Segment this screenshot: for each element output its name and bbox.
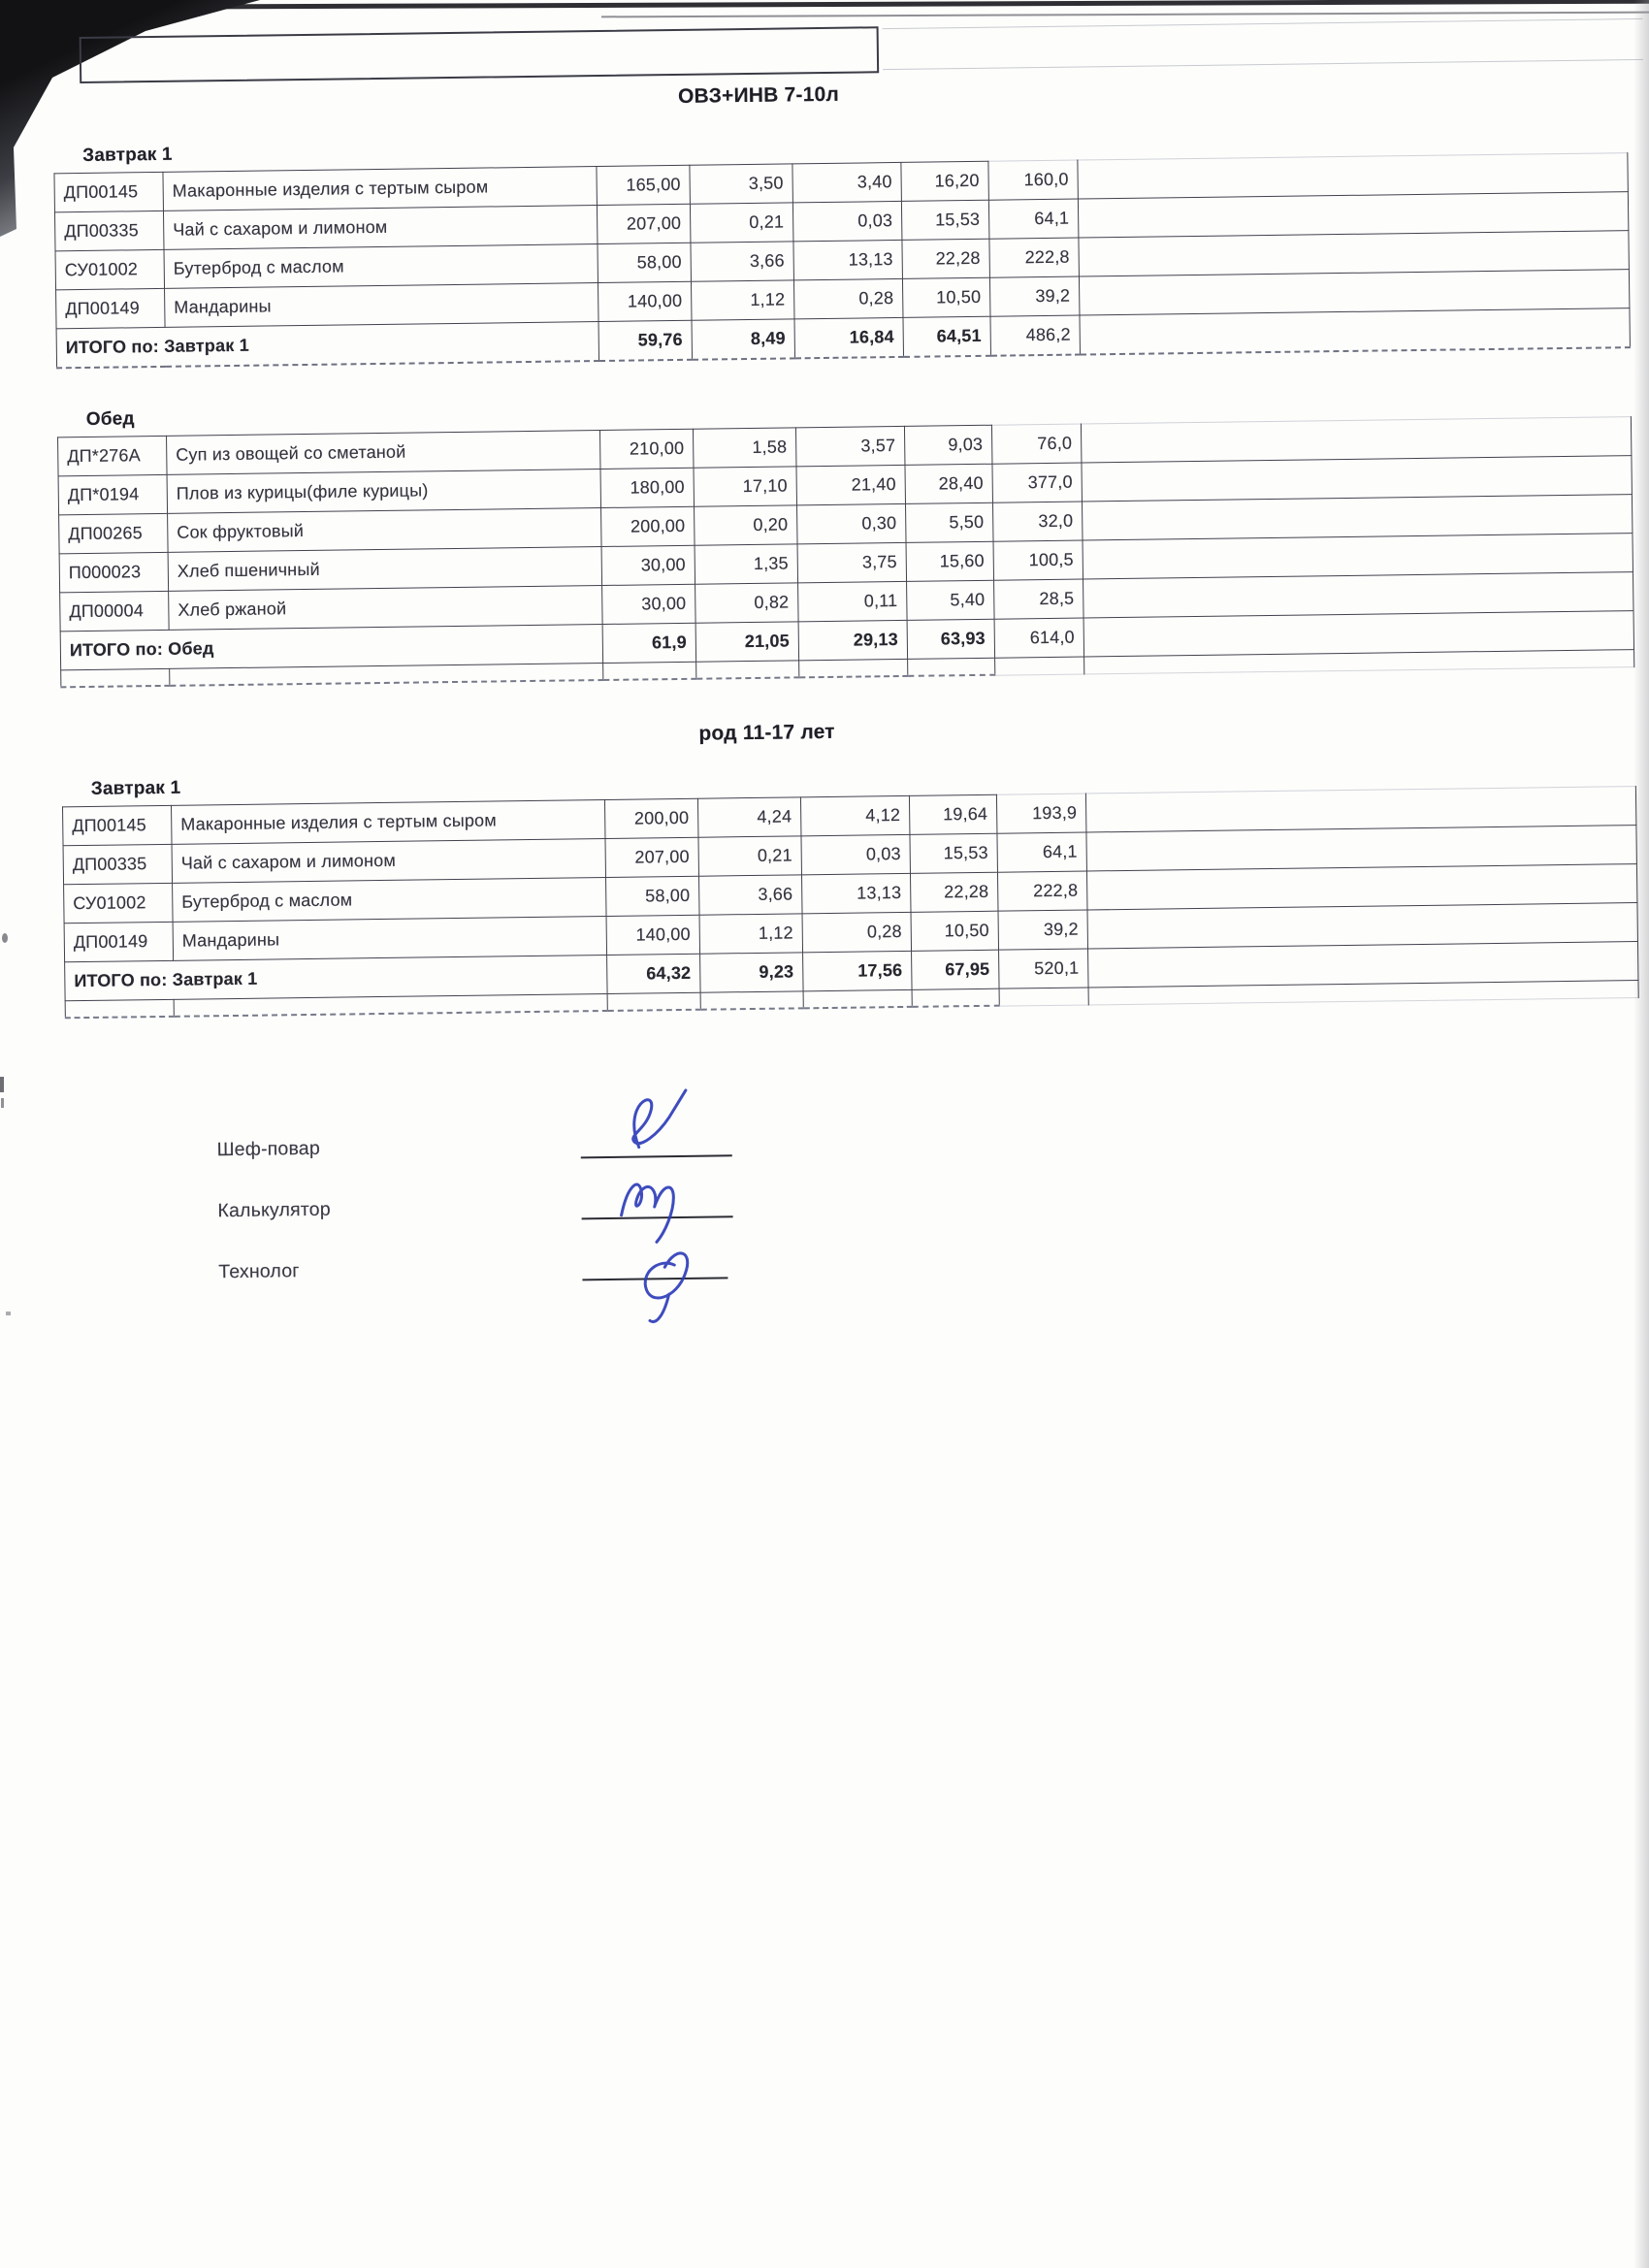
total-protein-cell: 8,49 [692, 319, 795, 360]
empty-cell [700, 991, 803, 1010]
total-kcal-cell: 486,2 [990, 315, 1081, 356]
kcal-cell: 193,9 [996, 794, 1086, 833]
menu-section-breakfast1-older [62, 759, 1638, 1019]
fat-cell: 0,03 [801, 834, 911, 874]
dish-name-cell: Мандарины [173, 916, 606, 960]
total-label-cell: ИТОГО по: Завтрак 1 [65, 955, 607, 1000]
scan-speck [0, 1077, 4, 1092]
portion-grams-cell: 207,00 [605, 837, 699, 877]
signature-role-label: Калькулятор [217, 1198, 331, 1222]
menu-section-breakfast1 [53, 125, 1630, 369]
dish-code-cell: ДП00145 [54, 172, 164, 211]
dish-code-cell: ДП00335 [63, 844, 173, 884]
portion-grams-cell: 58,00 [598, 243, 692, 282]
portion-grams-cell: 210,00 [599, 429, 694, 469]
kcal-cell: 64,1 [997, 832, 1087, 872]
carbs-cell: 19,64 [909, 794, 997, 834]
dish-code-cell: ДП00149 [64, 922, 174, 961]
portion-grams-cell: 200,00 [601, 506, 695, 546]
kcal-cell: 76,0 [991, 424, 1082, 464]
carbs-cell: 22,28 [910, 872, 998, 912]
protein-cell: 0,20 [695, 505, 798, 545]
total-carbs-cell: 64,51 [903, 316, 991, 357]
empty-cell [61, 668, 170, 687]
empty-cell [603, 662, 696, 680]
protein-cell: 1,35 [695, 544, 798, 584]
ghost-line [883, 18, 1643, 29]
total-protein-cell: 9,23 [700, 953, 804, 992]
signature-role-label: Технолог [218, 1260, 300, 1283]
document-title-group2: род 11-17 лет [698, 720, 835, 745]
dish-code-cell: ДП00335 [54, 211, 164, 250]
protein-cell: 0,82 [695, 583, 799, 623]
carbs-cell: 9,03 [904, 425, 992, 465]
signature-row [217, 1155, 839, 1224]
signature-role-label: Шеф-повар [216, 1137, 321, 1161]
total-kcal-cell: 520,1 [999, 949, 1089, 988]
dish-name-cell: Чай с сахаром и лимоном [172, 838, 605, 883]
fat-cell: 13,13 [801, 873, 911, 913]
total-label-cell: ИТОГО по: Завтрак 1 [56, 322, 598, 369]
total-carbs-cell: 63,93 [907, 619, 995, 659]
dish-code-cell: СУ01002 [64, 883, 174, 923]
portion-grams-cell: 58,00 [606, 876, 700, 916]
carbs-cell: 16,20 [901, 161, 989, 201]
total-portion-cell: 61,9 [602, 623, 696, 663]
carbs-cell: 15,53 [910, 833, 998, 873]
dish-name-cell: Чай с сахаром и лимоном [163, 206, 597, 250]
protein-cell: 0,21 [690, 203, 793, 243]
total-fat-cell: 29,13 [798, 620, 908, 660]
fat-cell: 3,40 [792, 162, 902, 202]
kcal-cell: 39,2 [998, 910, 1088, 950]
kcal-cell: 222,8 [997, 871, 1087, 911]
fat-cell: 0,11 [798, 581, 908, 621]
signature-row [218, 1216, 840, 1285]
signature-block [216, 1094, 840, 1325]
kcal-cell: 32,0 [992, 502, 1083, 541]
portion-grams-cell: 165,00 [597, 165, 691, 205]
empty-cell [995, 657, 1084, 675]
protein-cell: 3,50 [690, 164, 793, 204]
protein-cell: 1,12 [691, 280, 794, 320]
menu-table [53, 152, 1631, 369]
section-title: Завтрак 1 [90, 777, 181, 799]
portion-grams-cell: 140,00 [606, 915, 700, 955]
protein-cell: 0,21 [698, 836, 802, 876]
empty-header-box [80, 26, 880, 83]
total-carbs-cell: 67,95 [912, 950, 1000, 989]
empty-cell [908, 658, 995, 676]
dish-name-cell: Макаронные изделия с тертым сыром [172, 799, 605, 844]
ghost-line-cell [1080, 308, 1630, 355]
dish-code-cell: СУ01002 [55, 249, 165, 289]
total-portion-cell: 64,32 [607, 954, 701, 993]
scan-speck [1, 1098, 4, 1108]
empty-cell [65, 999, 174, 1018]
protein-cell: 17,10 [694, 467, 797, 506]
dish-code-cell: ДП00265 [59, 513, 169, 553]
carbs-cell: 22,28 [902, 239, 990, 278]
total-fat-cell: 16,84 [794, 317, 904, 358]
kcal-cell: 160,0 [988, 160, 1079, 200]
dish-code-cell: ДП00149 [56, 288, 166, 328]
portion-grams-cell: 180,00 [600, 468, 695, 507]
dish-name-cell: Макаронные изделия с тертым сыром [163, 167, 597, 211]
carbs-cell: 5,50 [905, 502, 993, 542]
dish-name-cell: Суп из овощей со сметаной [167, 431, 600, 475]
kcal-cell: 377,0 [992, 463, 1083, 502]
dish-code-cell: ДП*276А [58, 436, 168, 475]
empty-cell [803, 989, 912, 1008]
kcal-cell: 64,1 [988, 199, 1079, 239]
portion-grams-cell: 140,00 [598, 281, 692, 321]
dish-code-cell: ДП00145 [63, 805, 173, 845]
dish-name-cell: Хлеб ржаной [169, 586, 602, 631]
carbs-cell: 5,40 [907, 580, 995, 620]
fat-cell: 21,40 [796, 465, 906, 504]
menu-table [62, 786, 1639, 1019]
total-portion-cell: 59,76 [598, 320, 693, 361]
dish-code-cell: ДП*0194 [58, 474, 168, 514]
protein-cell: 4,24 [697, 797, 801, 837]
total-kcal-cell: 614,0 [994, 618, 1084, 658]
portion-grams-cell: 207,00 [597, 204, 691, 243]
total-fat-cell: 17,56 [803, 951, 913, 990]
empty-cell [912, 988, 999, 1007]
carbs-cell: 10,50 [902, 277, 990, 317]
dish-name-cell: Бутерброд с маслом [164, 244, 598, 289]
empty-cell [607, 992, 700, 1011]
carbs-cell: 15,53 [901, 200, 989, 240]
dish-code-cell: ДП00004 [60, 591, 170, 631]
dish-name-cell: Бутерброд с маслом [173, 877, 606, 922]
fat-cell: 3,75 [797, 542, 907, 582]
menu-section-lunch [57, 389, 1634, 688]
carbs-cell: 15,60 [906, 541, 994, 581]
kcal-cell: 222,8 [989, 238, 1080, 277]
dish-name-cell: Сок фруктовый [168, 508, 601, 553]
empty-cell [799, 659, 908, 677]
protein-cell: 3,66 [699, 875, 803, 915]
fat-cell: 0,30 [797, 503, 907, 543]
protein-cell: 3,66 [691, 242, 794, 281]
total-label-cell: ИТОГО по: Обед [60, 625, 602, 670]
protein-cell: 1,58 [693, 428, 796, 468]
total-protein-cell: 21,05 [695, 622, 799, 662]
section-title: Завтрак 1 [82, 144, 173, 166]
portion-grams-cell: 30,00 [602, 584, 696, 624]
carbs-cell: 10,50 [911, 911, 999, 951]
empty-cell [999, 988, 1088, 1006]
fat-cell: 13,13 [793, 240, 903, 279]
fat-cell: 0,28 [793, 278, 903, 318]
section-title: Обед [85, 408, 135, 430]
ghost-line [883, 59, 1643, 70]
signature-line [580, 1093, 732, 1158]
carbs-cell: 28,40 [905, 464, 993, 503]
portion-grams-cell: 30,00 [601, 545, 695, 585]
document-title-group1: ОВЗ+ИНВ 7-10л [677, 82, 840, 108]
portion-grams-cell: 200,00 [604, 798, 698, 838]
dish-name-cell: Мандарины [165, 283, 598, 328]
menu-table [57, 416, 1634, 688]
kcal-cell: 100,5 [993, 540, 1083, 580]
kcal-cell: 39,2 [989, 276, 1080, 316]
protein-cell: 1,12 [699, 914, 803, 954]
dish-name-cell: Плов из курицы(филе курицы) [167, 470, 600, 514]
kcal-cell: 28,5 [994, 579, 1084, 619]
signature-row [216, 1094, 838, 1163]
dish-name-cell: Хлеб пшеничный [168, 547, 601, 592]
signature-line [581, 1154, 733, 1219]
signature-line [582, 1215, 728, 1280]
fat-cell: 3,57 [795, 426, 905, 466]
empty-cell [696, 661, 799, 679]
fat-cell: 0,03 [792, 201, 902, 241]
fat-cell: 0,28 [802, 912, 912, 952]
fat-cell: 4,12 [800, 795, 910, 835]
dish-code-cell: П000023 [59, 552, 169, 592]
